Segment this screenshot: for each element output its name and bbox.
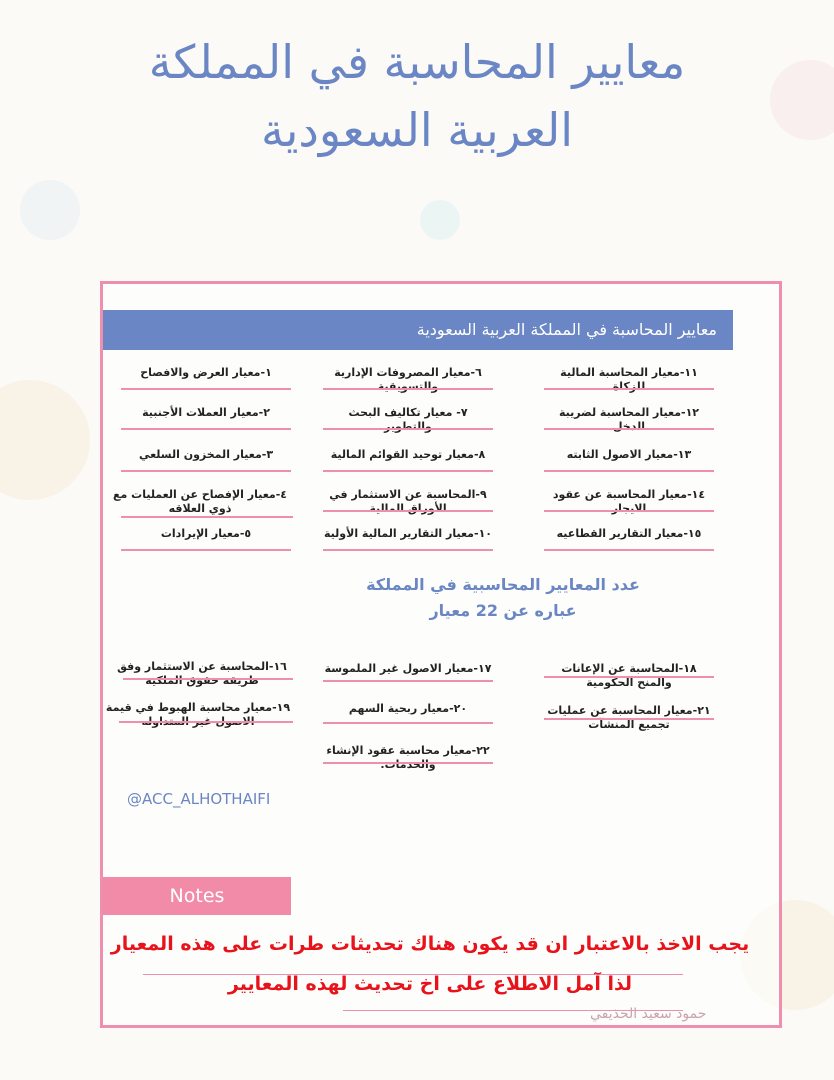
list-item: ٦-معيار المصروفات الإدارية والتسويقية (323, 366, 493, 394)
list-item: ١٤-معيار المحاسبة عن عقود الايجار (544, 488, 714, 516)
background-doodle (20, 180, 80, 240)
list-item: ١١-معيار المحاسبة المالية للزكاة (544, 366, 714, 394)
list-item: ١٥-معيار التقارير القطاعيه (544, 527, 714, 541)
update-note: يجب الاخذ بالاعتبار ان قد يكون هناك تحديثات طرات على هذه المعيار لذا آمل الاطلاع على اخ تحديث لهذه المعايير (110, 933, 750, 995)
list-item: ١٨-المحاسبة عن الإعانات والمنح الحكومية (544, 662, 714, 690)
title-line-1: معايير المحاسبة في المملكة (148, 35, 686, 89)
list-item: ١٠-معيار التقارير المالية الأولية (323, 527, 493, 541)
list-item: ١٩-معيار محاسبة الهبوط في قيمة الاصول غير المتداوله (103, 701, 293, 729)
list-item: ٢٢-معيار محاسبة عقود الإنشاء والخدمات. (323, 744, 493, 772)
list-item: ٢٠-معيار ربحية السهم (323, 702, 493, 716)
list-item: ١٣-معيار الاصول الثابته (544, 448, 714, 462)
list-item: ٤-معيار الإفصاح عن العمليات مع ذوي العلاقه (107, 488, 293, 516)
count-line-2: عباره عن 22 معيار (429, 601, 577, 620)
notes-tab: Notes (103, 877, 291, 915)
list-item: ٣-معيار المخزون السلعي (121, 448, 291, 462)
list-item: ١٧-معيار الاصول غير الملموسة (323, 662, 493, 676)
count-line-1: عدد المعايير المحاسبية في المملكة (366, 575, 640, 594)
list-item: ٩-المحاسبة عن الاستثمار في الأوراق المالية (323, 488, 493, 516)
list-item: ٨-معيار توحيد القوائم المالية (323, 448, 493, 462)
social-handle: @ACC_ALHOTHAIFI (127, 790, 271, 808)
title-line-2: العربية السعودية (260, 103, 574, 157)
list-item: ١٦-المحاسبة عن الاستثمار وفق طريقة حقوق الملكية (111, 660, 293, 688)
list-item: ٥-معيار الإيرادات (121, 527, 291, 541)
standards-card (100, 281, 782, 1028)
author-signature: حمود سعيد الحذيفي (590, 1006, 707, 1022)
list-item: ٢١-معيار المحاسبة عن عمليات تجميع المنشآت (544, 704, 714, 732)
list-item: ١٢-معيار المحاسبة لضريبة الدخل (544, 406, 714, 434)
background-doodle (420, 200, 460, 240)
background-doodle (0, 380, 90, 500)
standards-count (243, 572, 763, 624)
list-item: ٧- معيار تكاليف البحث والتطوير (323, 406, 493, 434)
list-item: ٢-معيار العملات الأجنبية (121, 406, 291, 420)
page-title (0, 28, 834, 164)
card-header: معايير المحاسبة في المملكة العربية السعودية (103, 310, 733, 350)
list-item: ١-معيار العرض والافصاح (121, 366, 291, 380)
